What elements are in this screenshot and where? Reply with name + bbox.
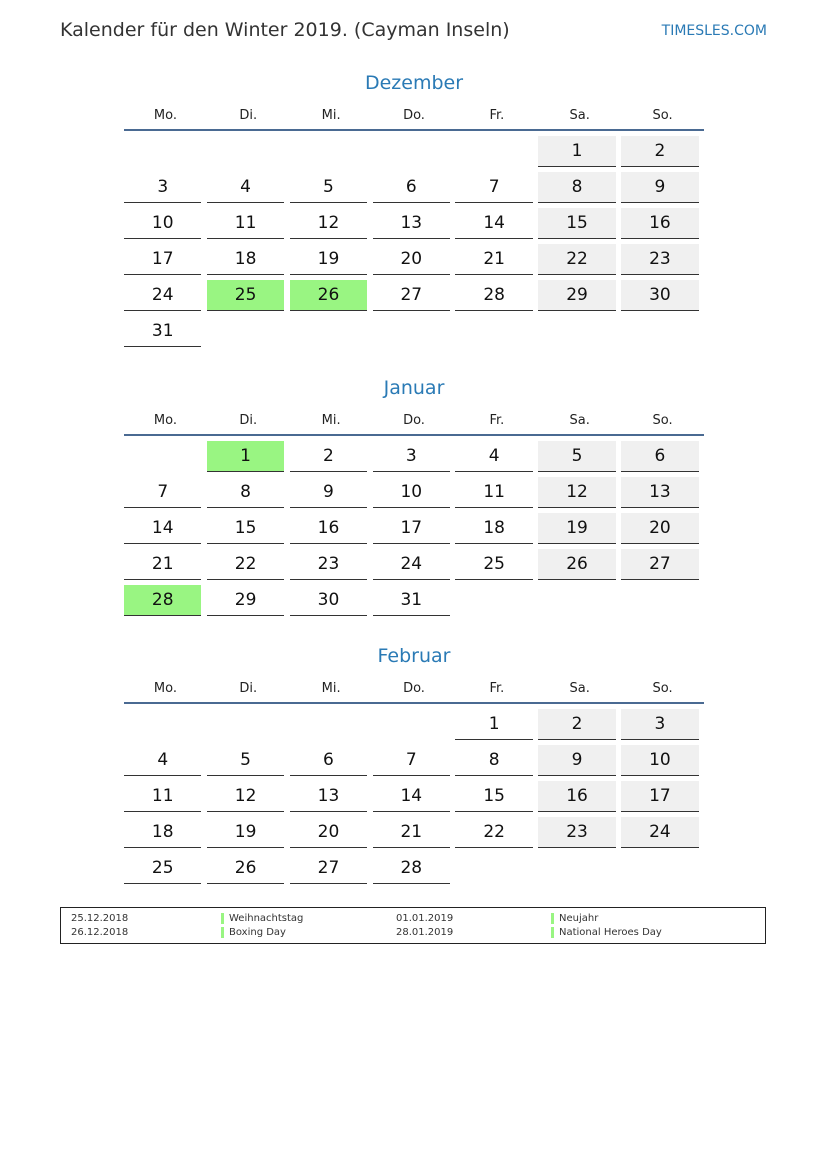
weekday-label: Mi.	[321, 681, 341, 696]
week-row	[124, 816, 704, 852]
week-row	[124, 279, 704, 315]
day-cell: 9	[290, 477, 367, 508]
day-cell: 3	[124, 172, 201, 203]
day-cell: 29	[207, 585, 284, 616]
day-cell: 1	[538, 136, 615, 167]
day-cell: 15	[207, 513, 284, 544]
week-row	[124, 171, 704, 207]
week-row	[124, 708, 704, 744]
day-cell: 25	[124, 853, 201, 884]
empty-cell	[207, 316, 284, 347]
empty-cell	[455, 316, 532, 347]
day-cell: 24	[373, 549, 450, 580]
weekday-header	[124, 107, 704, 131]
day-cell: 21	[373, 817, 450, 848]
empty-cell	[538, 316, 615, 347]
legend-name: Boxing Day	[229, 927, 286, 938]
day-cell: 10	[124, 208, 201, 239]
day-cell: 12	[538, 477, 615, 508]
empty-cell	[290, 136, 367, 167]
calendar-grid	[124, 135, 704, 351]
month-january	[124, 374, 704, 620]
day-cell: 3	[373, 441, 450, 472]
day-cell: 7	[455, 172, 532, 203]
empty-cell	[621, 853, 698, 884]
day-cell: 5	[538, 441, 615, 472]
week-row	[124, 852, 704, 888]
month-title: Januar	[383, 377, 445, 399]
day-cell: 8	[538, 172, 615, 203]
weekday-label: Do.	[403, 681, 425, 696]
day-cell: 30	[290, 585, 367, 616]
week-row	[124, 135, 704, 171]
empty-cell	[290, 709, 367, 740]
holiday-marker	[221, 913, 224, 924]
empty-cell	[124, 709, 201, 740]
week-row	[124, 584, 704, 620]
weekday-label: Mo.	[153, 413, 177, 428]
week-row	[124, 440, 704, 476]
legend-date: 28.01.2019	[396, 927, 454, 938]
day-cell: 14	[373, 781, 450, 812]
empty-cell	[455, 136, 532, 167]
day-cell: 23	[621, 244, 698, 275]
holiday-day-cell: 1	[207, 441, 284, 472]
day-cell: 28	[373, 853, 450, 884]
weekday-label: So.	[652, 108, 673, 123]
month-december	[124, 69, 704, 351]
empty-cell	[621, 585, 698, 616]
weekday-label: So.	[652, 413, 673, 428]
legend-date: 25.12.2018	[71, 913, 129, 924]
day-cell: 20	[290, 817, 367, 848]
weekday-label: Mo.	[153, 108, 177, 123]
calendar-grid	[124, 708, 704, 888]
day-cell: 17	[373, 513, 450, 544]
day-cell: 11	[124, 781, 201, 812]
day-cell: 2	[290, 441, 367, 472]
day-cell: 18	[124, 817, 201, 848]
day-cell: 29	[538, 280, 615, 311]
empty-cell	[207, 709, 284, 740]
empty-cell	[290, 316, 367, 347]
day-cell: 1	[455, 709, 532, 740]
day-cell: 16	[621, 208, 698, 239]
empty-cell	[538, 853, 615, 884]
day-cell: 18	[455, 513, 532, 544]
day-cell: 21	[124, 549, 201, 580]
day-cell: 21	[455, 244, 532, 275]
legend-name: Neujahr	[559, 913, 599, 924]
day-cell: 10	[373, 477, 450, 508]
day-cell: 13	[621, 477, 698, 508]
day-cell: 19	[207, 817, 284, 848]
weekday-label: Mi.	[321, 413, 341, 428]
week-row	[124, 476, 704, 512]
day-cell: 27	[290, 853, 367, 884]
empty-cell	[124, 441, 201, 472]
weekday-label: Mi.	[321, 108, 341, 123]
day-cell: 9	[538, 745, 615, 776]
month-february	[124, 642, 704, 888]
legend-date: 26.12.2018	[71, 927, 129, 938]
week-row	[124, 512, 704, 548]
day-cell: 11	[207, 208, 284, 239]
empty-cell	[207, 136, 284, 167]
day-cell: 4	[124, 745, 201, 776]
week-row	[124, 207, 704, 243]
day-cell: 27	[373, 280, 450, 311]
legend-name: National Heroes Day	[559, 927, 662, 938]
day-cell: 4	[455, 441, 532, 472]
weekday-label: Sa.	[569, 681, 590, 696]
week-row	[124, 548, 704, 584]
day-cell: 20	[373, 244, 450, 275]
weekday-label: Do.	[403, 108, 425, 123]
weekday-header	[124, 680, 704, 704]
day-cell: 12	[290, 208, 367, 239]
calendar-grid	[124, 440, 704, 620]
holiday-day-cell: 25	[207, 280, 284, 311]
legend-row	[61, 912, 765, 926]
day-cell: 15	[455, 781, 532, 812]
weekday-label: Mo.	[153, 681, 177, 696]
day-cell: 22	[538, 244, 615, 275]
weekday-label: Fr.	[489, 681, 505, 696]
day-cell: 8	[455, 745, 532, 776]
weekday-label: Do.	[403, 413, 425, 428]
weekday-header	[124, 412, 704, 436]
day-cell: 15	[538, 208, 615, 239]
holiday-marker	[221, 927, 224, 938]
day-cell: 3	[621, 709, 698, 740]
day-cell: 18	[207, 244, 284, 275]
day-cell: 17	[621, 781, 698, 812]
holiday-marker	[551, 913, 554, 924]
day-cell: 19	[538, 513, 615, 544]
day-cell: 31	[373, 585, 450, 616]
weekday-label: Di.	[239, 108, 258, 123]
day-cell: 26	[207, 853, 284, 884]
day-cell: 4	[207, 172, 284, 203]
weekday-label: Fr.	[489, 108, 505, 123]
weekday-label: Sa.	[569, 413, 590, 428]
day-cell: 14	[124, 513, 201, 544]
day-cell: 14	[455, 208, 532, 239]
day-cell: 22	[207, 549, 284, 580]
day-cell: 6	[290, 745, 367, 776]
holiday-marker	[551, 927, 554, 938]
empty-cell	[373, 709, 450, 740]
day-cell: 17	[124, 244, 201, 275]
day-cell: 13	[373, 208, 450, 239]
day-cell: 24	[124, 280, 201, 311]
site-link[interactable]: TIMESLES.COM	[661, 23, 767, 39]
weekday-label: Fr.	[489, 413, 505, 428]
empty-cell	[538, 585, 615, 616]
weekday-label: Di.	[239, 681, 258, 696]
empty-cell	[373, 316, 450, 347]
legend-date: 01.01.2019	[396, 913, 454, 924]
day-cell: 19	[290, 244, 367, 275]
day-cell: 6	[373, 172, 450, 203]
weekday-label: Di.	[239, 413, 258, 428]
day-cell: 12	[207, 781, 284, 812]
day-cell: 30	[621, 280, 698, 311]
day-cell: 22	[455, 817, 532, 848]
empty-cell	[621, 316, 698, 347]
day-cell: 2	[538, 709, 615, 740]
week-row	[124, 744, 704, 780]
day-cell: 24	[621, 817, 698, 848]
empty-cell	[373, 136, 450, 167]
month-title: Februar	[377, 645, 451, 667]
day-cell: 16	[290, 513, 367, 544]
day-cell: 10	[621, 745, 698, 776]
day-cell: 8	[207, 477, 284, 508]
day-cell: 16	[538, 781, 615, 812]
day-cell: 11	[455, 477, 532, 508]
holiday-day-cell: 28	[124, 585, 201, 616]
day-cell: 31	[124, 316, 201, 347]
empty-cell	[455, 585, 532, 616]
holiday-day-cell: 26	[290, 280, 367, 311]
day-cell: 6	[621, 441, 698, 472]
week-row	[124, 780, 704, 816]
empty-cell	[455, 853, 532, 884]
weekday-label: Sa.	[569, 108, 590, 123]
day-cell: 23	[290, 549, 367, 580]
day-cell: 7	[124, 477, 201, 508]
month-title: Dezember	[364, 72, 464, 94]
day-cell: 7	[373, 745, 450, 776]
day-cell: 28	[455, 280, 532, 311]
empty-cell	[124, 136, 201, 167]
day-cell: 25	[455, 549, 532, 580]
day-cell: 20	[621, 513, 698, 544]
week-row	[124, 243, 704, 279]
day-cell: 2	[621, 136, 698, 167]
legend-row	[61, 926, 765, 940]
day-cell: 5	[207, 745, 284, 776]
holiday-legend	[60, 907, 766, 944]
day-cell: 13	[290, 781, 367, 812]
day-cell: 9	[621, 172, 698, 203]
page-title: Kalender für den Winter 2019. (Cayman Inseln)	[60, 19, 510, 41]
week-row	[124, 315, 704, 351]
day-cell: 26	[538, 549, 615, 580]
day-cell: 23	[538, 817, 615, 848]
legend-name: Weihnachtstag	[229, 913, 304, 924]
day-cell: 5	[290, 172, 367, 203]
weekday-label: So.	[652, 681, 673, 696]
day-cell: 27	[621, 549, 698, 580]
